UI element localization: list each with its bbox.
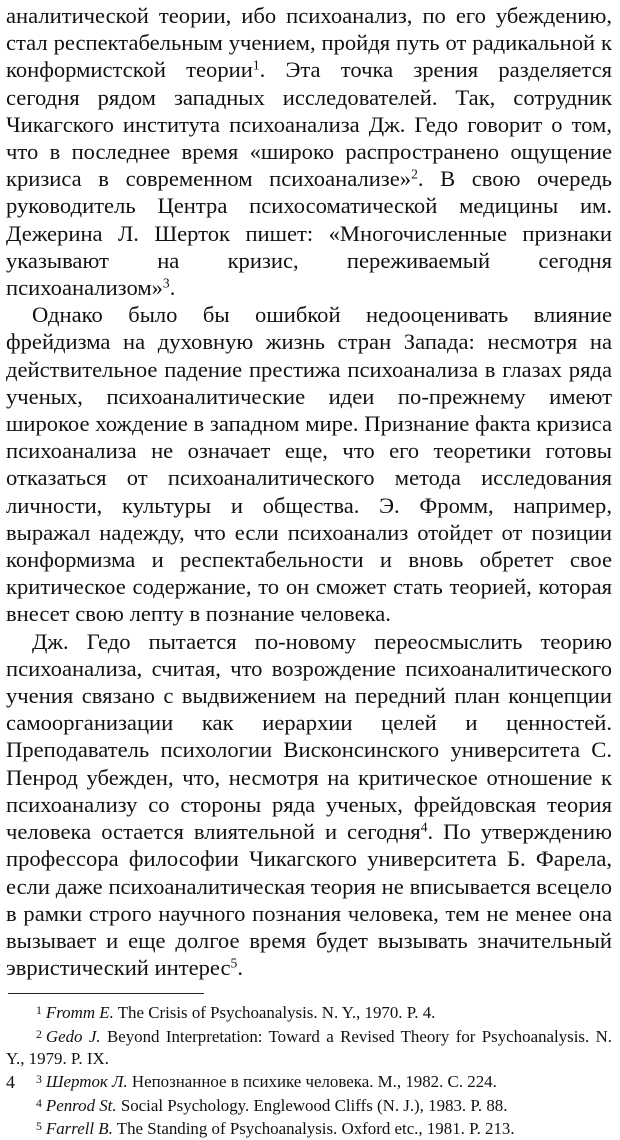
- footnote-reference: 1: [252, 57, 260, 73]
- footnote-number: 4: [36, 1095, 42, 1110]
- footnote-text: The Standing of Psychoanalysis. Oxford etc., 1981. P. 213.: [112, 1119, 515, 1139]
- paragraph-text: . По утверждению профессора философии Чикагского университета Б. Фарела, если даже психоаналитическая теория не вписывается всецело в рамки строго научного познания человека, тем не менее она вызывает и еще долгое время будет вызывать значительный эвристический интерес: [6, 819, 612, 981]
- footnote: [6, 1116, 612, 1140]
- footnote: [6, 1024, 612, 1069]
- footnote-text: Beyond Interpretation: Toward a Revised Theory for Psychoanalysis. N. Y., 1979. P. IX.: [6, 1027, 612, 1068]
- paragraph-text: . В свою очередь руководитель Центра психосоматической медицины им. Дежерина Л. Шерток пишет: «Многочисленные признаки указывают на кризис, переживаемый сегодня психоанализом»: [6, 166, 612, 301]
- footnote-author: Farrell B.: [45, 1119, 113, 1139]
- footnote-text: Непознанное в психике человека. М., 1982. С. 224.: [127, 1072, 497, 1092]
- footnote-text: Social Psychology. Englewood Cliffs (N. J.), 1983. P. 88.: [116, 1095, 508, 1115]
- footnote-number: 3: [36, 1072, 42, 1087]
- paragraph-text: Дж. Гедо пытается по-новому переосмыслить теорию психоанализа, считая, что возрождение психоаналитического учения связано с выдвижением на передний план концепции самоорганизации как иерархии целей и ценностей. Преподаватель психологии Висконсинского университета С. Пенрод убежден, что, несмотря на критическое отношение к психоанализу со стороны ряда ученых, фрейдовская теория человека остается влиятельной и сегодня: [6, 628, 612, 845]
- footnote: [6, 1069, 612, 1093]
- paragraph-text: .: [237, 955, 243, 981]
- footnote-author: Gedo J.: [45, 1027, 101, 1047]
- footnote-reference: 4: [420, 819, 428, 835]
- footnote-reference: 3: [162, 275, 170, 291]
- footnote-author: Шерток Л.: [45, 1072, 128, 1092]
- paragraph: [6, 628, 612, 982]
- footnote-author: Fromm E.: [45, 1003, 114, 1023]
- footnote-reference: 5: [230, 955, 238, 971]
- paragraph: [6, 301, 612, 627]
- footnote-number: 5: [36, 1119, 42, 1134]
- footnote-reference: 2: [411, 166, 418, 182]
- page-number: 4: [6, 1072, 15, 1092]
- footnote: [6, 1000, 612, 1024]
- footnote-number: 2: [36, 1026, 42, 1041]
- footnote-number: 1: [36, 1003, 42, 1018]
- footnote-author: Penrod St.: [45, 1095, 117, 1115]
- footnote-text: The Crisis of Psychoanalysis. N. Y., 1970. P. 4.: [113, 1003, 436, 1023]
- paragraph-text: . Эта точка зрения разделяется сегодня рядом западных исследователей. Так, сотрудник Чикагского института психоанализа Дж. Гедо говорит о том, что в последнее время «широко распространено ощущение кризиса в современном психоанализе»: [6, 57, 613, 192]
- footnotes: [6, 1000, 612, 1140]
- paragraph-text: .: [169, 275, 176, 301]
- paragraph-text: аналитической теории, ибо психоанализ, по его убеждению, стал респектабельным учением, пройдя путь от радикальной к конформистской теории: [6, 3, 612, 83]
- footnote: [6, 1093, 612, 1117]
- paragraph: [6, 2, 612, 301]
- footnote-divider: [8, 993, 204, 994]
- paragraph-text: Однако было бы ошибкой недооценивать влияние фрейдизма на духовную жизнь стран Запада: несмотря на действительное падение престижа психоанализа в глазах ряда ученых, психоаналитические идеи по-прежнему имеют широкое хождение в западном мире. Признание факта кризиса психоанализа не означает еще, что его теоретики готовы отказаться от психоаналитического метода исследования личности, культуры и общества. Э. Фромм, например, выражал надежду, что если психоанализ отойдет от позиции конформизма и респектабельности и вновь обретет свое критическое содержание, то он сможет стать теорией, которая внесет свою лепту в познание человека.: [6, 302, 612, 627]
- main-text: [6, 2, 612, 981]
